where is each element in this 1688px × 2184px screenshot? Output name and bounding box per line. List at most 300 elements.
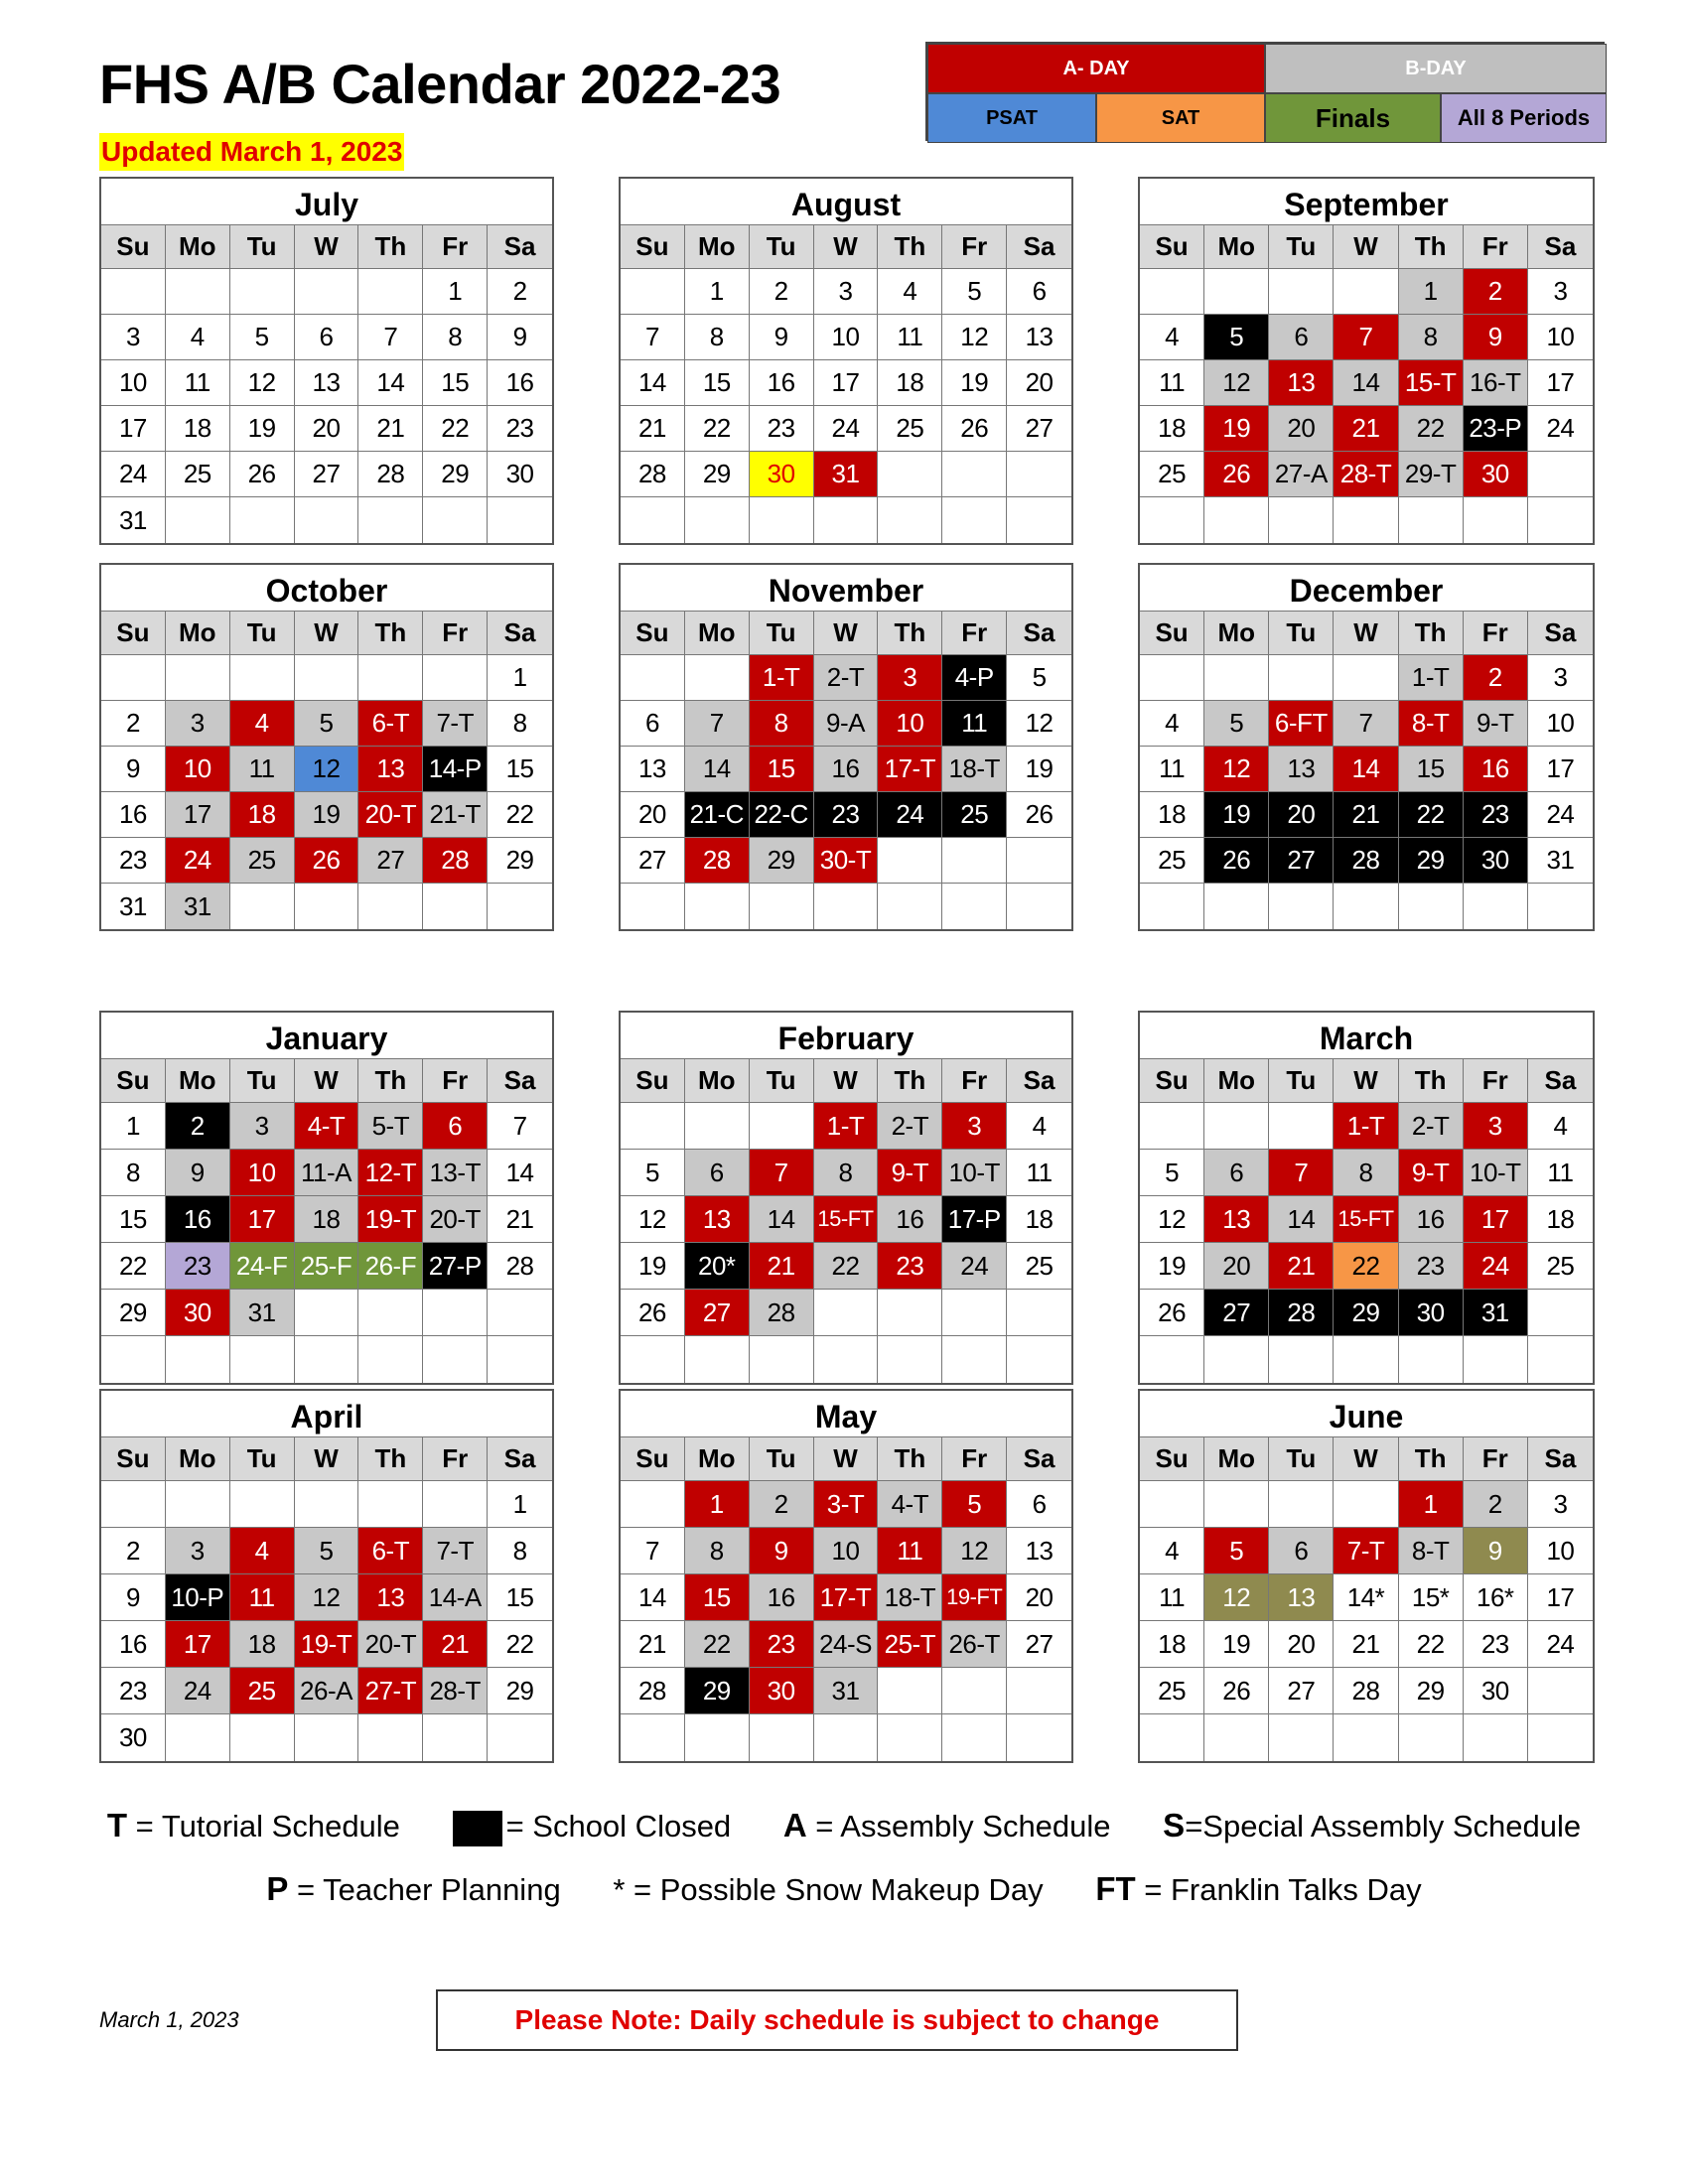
day-cell: 4 (1140, 1528, 1204, 1574)
day-cell: 12 (942, 315, 1007, 360)
day-cell: 12 (295, 1574, 359, 1621)
day-cell: 15-T (1399, 360, 1464, 406)
day-cell: 15-FT (1334, 1196, 1398, 1243)
key-closed-text: = School Closed (505, 1809, 732, 1843)
day-cell: 1-T (1334, 1103, 1398, 1150)
day-of-week-header: Th (358, 225, 423, 269)
day-cell: 5 (1204, 701, 1269, 747)
day-of-week-header: Fr (1464, 1437, 1528, 1481)
day-cell (358, 1714, 423, 1761)
day-cell (1528, 1714, 1593, 1761)
month-january (99, 1011, 554, 1385)
day-cell: 27 (1269, 838, 1334, 884)
day-cell: 28 (1334, 838, 1398, 884)
day-cell: 5 (230, 315, 295, 360)
day-cell: 6 (295, 315, 359, 360)
day-cell: 5-T (358, 1103, 423, 1150)
day-cell: 14 (621, 1574, 685, 1621)
day-cell: 10 (101, 360, 166, 406)
day-cell: 20 (1269, 406, 1334, 452)
day-cell: 23 (750, 406, 814, 452)
day-cell (488, 497, 552, 543)
day-cell: 6 (1269, 1528, 1334, 1574)
day-cell: 5 (295, 701, 359, 747)
day-of-week-header: Tu (230, 612, 295, 655)
day-cell: 2 (101, 701, 166, 747)
day-cell: 14 (685, 747, 750, 792)
day-cell (230, 884, 295, 929)
day-cell: 23 (1399, 1243, 1464, 1290)
day-cell (1528, 884, 1593, 929)
day-cell: 25 (1140, 1668, 1204, 1714)
day-cell: 16 (101, 792, 166, 838)
day-cell: 1-T (750, 655, 814, 701)
key-p-letter: P (266, 1870, 289, 1907)
day-cell (101, 655, 166, 701)
day-cell: 2 (166, 1103, 230, 1150)
day-cell: 18 (295, 1196, 359, 1243)
day-of-week-header: W (814, 1437, 879, 1481)
day-cell: 13 (1269, 747, 1334, 792)
day-cell: 6-T (358, 1528, 423, 1574)
day-of-week-header: Su (621, 1059, 685, 1103)
day-cell: 7 (1269, 1150, 1334, 1196)
day-cell: 16 (488, 360, 552, 406)
day-cell: 15 (685, 360, 750, 406)
day-cell: 16 (101, 1621, 166, 1668)
day-cell: 20 (621, 792, 685, 838)
day-cell: 26 (1007, 792, 1071, 838)
day-cell: 21 (621, 406, 685, 452)
day-cell (358, 655, 423, 701)
day-cell: 29 (488, 838, 552, 884)
day-cell: 11 (1140, 1574, 1204, 1621)
page-title: FHS A/B Calendar 2022-23 (99, 53, 781, 115)
day-cell: 23 (1464, 792, 1528, 838)
day-of-week-header: Sa (1007, 1437, 1071, 1481)
day-of-week-header: Sa (488, 225, 552, 269)
day-cell: 18 (1528, 1196, 1593, 1243)
day-cell: 9 (750, 1528, 814, 1574)
day-cell (166, 1336, 230, 1383)
day-cell: 27-A (1269, 452, 1334, 497)
day-cell: 28 (1269, 1290, 1334, 1336)
day-cell: 26 (230, 452, 295, 497)
day-cell: 21 (423, 1621, 488, 1668)
day-cell (423, 1336, 488, 1383)
day-cell: 6 (1007, 269, 1071, 315)
day-of-week-header: Tu (230, 1059, 295, 1103)
day-of-week-header: Fr (423, 612, 488, 655)
day-cell (1528, 497, 1593, 543)
day-cell (685, 655, 750, 701)
day-cell (1399, 497, 1464, 543)
day-cell: 1 (423, 269, 488, 315)
day-cell (814, 1336, 879, 1383)
day-cell: 18 (1140, 406, 1204, 452)
day-cell (1399, 1336, 1464, 1383)
day-cell (1140, 497, 1204, 543)
day-cell: 13 (685, 1196, 750, 1243)
day-cell: 16 (750, 1574, 814, 1621)
day-cell: 1-T (814, 1103, 879, 1150)
month-name: April (101, 1391, 552, 1437)
day-cell: 30 (1399, 1290, 1464, 1336)
day-cell: 20 (295, 406, 359, 452)
day-cell (1204, 1714, 1269, 1761)
month-name: May (621, 1391, 1071, 1437)
day-cell: 21 (1334, 406, 1398, 452)
day-cell: 13 (1007, 1528, 1071, 1574)
day-cell: 25 (1528, 1243, 1593, 1290)
day-cell: 5 (1204, 315, 1269, 360)
day-cell (814, 497, 879, 543)
day-of-week-header: Fr (1464, 225, 1528, 269)
day-cell: 18-T (878, 1574, 942, 1621)
day-of-week-header: Su (101, 612, 166, 655)
day-of-week-header: Tu (750, 225, 814, 269)
day-cell: 22 (1334, 1243, 1398, 1290)
day-cell: 3-T (814, 1481, 879, 1528)
day-of-week-header: Fr (1464, 1059, 1528, 1103)
day-cell: 5 (1007, 655, 1071, 701)
day-of-week-header: Tu (1269, 1437, 1334, 1481)
day-of-week-header: Mo (166, 1059, 230, 1103)
month-name: November (621, 565, 1071, 612)
day-of-week-header: Sa (1528, 225, 1593, 269)
day-cell: 21 (1269, 1243, 1334, 1290)
day-cell: 19 (1140, 1243, 1204, 1290)
day-cell: 13 (1269, 360, 1334, 406)
day-cell: 1 (488, 655, 552, 701)
day-cell (1140, 1481, 1204, 1528)
day-cell (878, 497, 942, 543)
month-june (1138, 1389, 1595, 1763)
legend-sat: SAT (1096, 93, 1265, 143)
day-of-week-header: Su (1140, 1437, 1204, 1481)
day-cell: 15 (488, 1574, 552, 1621)
day-cell: 13-T (423, 1150, 488, 1196)
day-of-week-header: Su (1140, 612, 1204, 655)
day-cell (878, 838, 942, 884)
day-cell: 7 (358, 315, 423, 360)
key-a-letter: A (782, 1807, 807, 1843)
day-cell: 15 (750, 747, 814, 792)
day-cell: 8 (685, 1528, 750, 1574)
day-cell: 8-T (1399, 1528, 1464, 1574)
day-cell: 30 (750, 452, 814, 497)
day-cell (1528, 452, 1593, 497)
day-cell (621, 884, 685, 929)
day-cell (621, 1714, 685, 1761)
day-of-week-header: Mo (1204, 225, 1269, 269)
day-cell (1464, 1714, 1528, 1761)
day-cell: 3 (166, 1528, 230, 1574)
day-cell: 9 (750, 315, 814, 360)
day-cell: 26 (1204, 452, 1269, 497)
day-cell: 4-T (878, 1481, 942, 1528)
day-cell: 30 (101, 1714, 166, 1761)
day-cell: 27 (685, 1290, 750, 1336)
day-cell (230, 655, 295, 701)
day-cell: 27-P (423, 1243, 488, 1290)
day-of-week-header: Su (621, 612, 685, 655)
day-cell: 17 (814, 360, 879, 406)
day-cell: 20* (685, 1243, 750, 1290)
day-cell: 27 (1007, 406, 1071, 452)
day-cell: 30 (1464, 452, 1528, 497)
day-cell: 14 (1269, 1196, 1334, 1243)
day-cell: 3 (942, 1103, 1007, 1150)
day-cell (1334, 655, 1398, 701)
month-november (619, 563, 1073, 931)
day-cell: 24 (1528, 1621, 1593, 1668)
day-cell (878, 1336, 942, 1383)
day-cell: 6 (423, 1103, 488, 1150)
day-of-week-header: Tu (750, 612, 814, 655)
day-cell: 13 (358, 747, 423, 792)
day-cell: 19 (621, 1243, 685, 1290)
key-t-text: = Tutorial Schedule (135, 1809, 400, 1843)
day-of-week-header: Th (1399, 1437, 1464, 1481)
day-of-week-header: Sa (488, 1437, 552, 1481)
day-cell: 17 (166, 792, 230, 838)
day-cell: 24 (101, 452, 166, 497)
day-cell (942, 1668, 1007, 1714)
day-of-week-header: Th (358, 612, 423, 655)
day-cell: 17 (1528, 1574, 1593, 1621)
day-cell (101, 1336, 166, 1383)
day-cell: 20-T (423, 1196, 488, 1243)
day-cell: 16 (166, 1196, 230, 1243)
day-cell: 19 (1204, 1621, 1269, 1668)
day-cell: 16* (1464, 1574, 1528, 1621)
day-cell: 26 (621, 1290, 685, 1336)
day-cell (878, 1290, 942, 1336)
day-cell (878, 884, 942, 929)
day-of-week-header: Mo (1204, 1059, 1269, 1103)
day-cell: 8 (488, 1528, 552, 1574)
month-april (99, 1389, 554, 1763)
day-of-week-header: Su (101, 225, 166, 269)
day-cell (488, 1290, 552, 1336)
day-cell: 4 (166, 315, 230, 360)
day-cell: 19-T (358, 1196, 423, 1243)
day-cell (814, 884, 879, 929)
month-name: October (101, 565, 552, 612)
day-cell: 25 (166, 452, 230, 497)
day-of-week-header: Sa (1007, 1059, 1071, 1103)
day-cell (295, 497, 359, 543)
day-of-week-header: W (1334, 612, 1398, 655)
day-cell: 9 (166, 1150, 230, 1196)
day-cell (1399, 1714, 1464, 1761)
month-may (619, 1389, 1073, 1763)
day-cell (358, 497, 423, 543)
day-cell: 9 (101, 747, 166, 792)
day-cell (750, 884, 814, 929)
day-cell: 18 (1007, 1196, 1071, 1243)
day-cell: 31 (230, 1290, 295, 1336)
day-cell (295, 1336, 359, 1383)
day-cell: 4 (1007, 1103, 1071, 1150)
day-cell: 10 (1528, 701, 1593, 747)
day-cell: 7 (1334, 315, 1398, 360)
day-cell (295, 655, 359, 701)
day-cell (685, 884, 750, 929)
day-cell: 15 (423, 360, 488, 406)
day-cell (1269, 1103, 1334, 1150)
day-cell: 25 (1140, 452, 1204, 497)
day-cell: 4 (230, 701, 295, 747)
day-cell: 24 (1528, 792, 1593, 838)
day-cell (230, 497, 295, 543)
day-cell (750, 1336, 814, 1383)
day-cell: 21 (488, 1196, 552, 1243)
day-cell (230, 1481, 295, 1528)
day-cell (942, 884, 1007, 929)
day-cell: 17 (166, 1621, 230, 1668)
day-cell: 3 (101, 315, 166, 360)
day-cell: 28 (423, 838, 488, 884)
month-february (619, 1011, 1073, 1385)
day-of-week-header: Th (878, 1059, 942, 1103)
month-name: February (621, 1013, 1071, 1059)
day-cell: 18 (230, 792, 295, 838)
day-of-week-header: Tu (1269, 1059, 1334, 1103)
day-cell: 24 (814, 406, 879, 452)
day-cell: 22 (685, 1621, 750, 1668)
day-cell (878, 452, 942, 497)
day-cell (1007, 497, 1071, 543)
day-cell: 23-P (1464, 406, 1528, 452)
day-of-week-header: W (295, 1437, 359, 1481)
day-cell (295, 1290, 359, 1336)
day-cell: 7 (621, 315, 685, 360)
day-of-week-header: Tu (1269, 612, 1334, 655)
day-cell (685, 1336, 750, 1383)
day-cell (750, 497, 814, 543)
day-of-week-header: Fr (423, 1059, 488, 1103)
day-cell: 26-T (942, 1621, 1007, 1668)
day-cell: 13 (1204, 1196, 1269, 1243)
day-cell: 21 (1334, 1621, 1398, 1668)
day-cell (1334, 1481, 1398, 1528)
day-cell: 3 (230, 1103, 295, 1150)
key-p-text: = Teacher Planning (296, 1872, 561, 1907)
day-cell: 14 (621, 360, 685, 406)
day-cell: 20 (1007, 1574, 1071, 1621)
day-cell: 26-F (358, 1243, 423, 1290)
day-cell (685, 1714, 750, 1761)
day-cell: 25 (1140, 838, 1204, 884)
day-cell: 11 (1007, 1150, 1071, 1196)
day-cell: 21 (621, 1621, 685, 1668)
day-cell: 8 (750, 701, 814, 747)
day-cell: 2-T (878, 1103, 942, 1150)
day-cell: 5 (942, 269, 1007, 315)
day-of-week-header: W (814, 612, 879, 655)
day-cell (1204, 884, 1269, 929)
day-cell (621, 497, 685, 543)
day-cell: 9 (1464, 315, 1528, 360)
day-cell (295, 269, 359, 315)
day-cell (942, 497, 1007, 543)
day-cell (423, 655, 488, 701)
day-cell: 30 (750, 1668, 814, 1714)
day-cell: 15-FT (814, 1196, 879, 1243)
day-cell: 22 (1399, 1621, 1464, 1668)
key-ft-letter: FT (1095, 1870, 1136, 1907)
day-cell: 11 (942, 701, 1007, 747)
day-cell (230, 1714, 295, 1761)
day-of-week-header: Sa (1007, 612, 1071, 655)
day-of-week-header: Fr (423, 225, 488, 269)
day-of-week-header: Tu (1269, 225, 1334, 269)
day-cell: 2 (1464, 655, 1528, 701)
day-cell: 24-S (814, 1621, 879, 1668)
day-cell: 29 (685, 452, 750, 497)
day-cell (1334, 1336, 1398, 1383)
day-cell: 6 (685, 1150, 750, 1196)
day-of-week-header: Mo (166, 612, 230, 655)
day-cell: 7-T (423, 1528, 488, 1574)
day-cell: 31 (1464, 1290, 1528, 1336)
day-cell: 28 (358, 452, 423, 497)
day-cell: 14 (1334, 747, 1398, 792)
day-cell (295, 1714, 359, 1761)
day-cell: 10-T (942, 1150, 1007, 1196)
day-cell: 2 (1464, 1481, 1528, 1528)
day-cell: 25-T (878, 1621, 942, 1668)
day-cell: 8 (423, 315, 488, 360)
month-name: June (1140, 1391, 1593, 1437)
day-cell (1007, 1668, 1071, 1714)
day-cell: 20 (1269, 1621, 1334, 1668)
day-cell (166, 1481, 230, 1528)
day-cell (878, 1668, 942, 1714)
day-cell: 6 (1204, 1150, 1269, 1196)
day-cell: 4 (230, 1528, 295, 1574)
day-cell (101, 269, 166, 315)
day-cell: 2 (750, 269, 814, 315)
day-cell: 28 (488, 1243, 552, 1290)
day-of-week-header: Fr (942, 225, 1007, 269)
day-of-week-header: W (295, 1059, 359, 1103)
day-cell (488, 1714, 552, 1761)
day-cell: 22 (1399, 792, 1464, 838)
day-cell: 29 (685, 1668, 750, 1714)
day-cell: 19 (1204, 406, 1269, 452)
day-of-week-header: Fr (942, 1437, 1007, 1481)
day-cell: 4-P (942, 655, 1007, 701)
day-cell: 2 (1464, 269, 1528, 315)
day-of-week-header: Mo (1204, 612, 1269, 655)
day-cell: 5 (1140, 1150, 1204, 1196)
day-cell: 2 (101, 1528, 166, 1574)
day-cell: 23 (814, 792, 879, 838)
day-cell: 23 (1464, 1621, 1528, 1668)
day-cell (621, 269, 685, 315)
day-cell: 28-T (1334, 452, 1398, 497)
day-cell: 28-T (423, 1668, 488, 1714)
day-cell: 30 (1464, 838, 1528, 884)
day-cell: 9-T (1464, 701, 1528, 747)
day-cell: 11 (230, 747, 295, 792)
day-cell (1007, 1336, 1071, 1383)
day-cell: 9-A (814, 701, 879, 747)
day-of-week-header: Th (358, 1437, 423, 1481)
